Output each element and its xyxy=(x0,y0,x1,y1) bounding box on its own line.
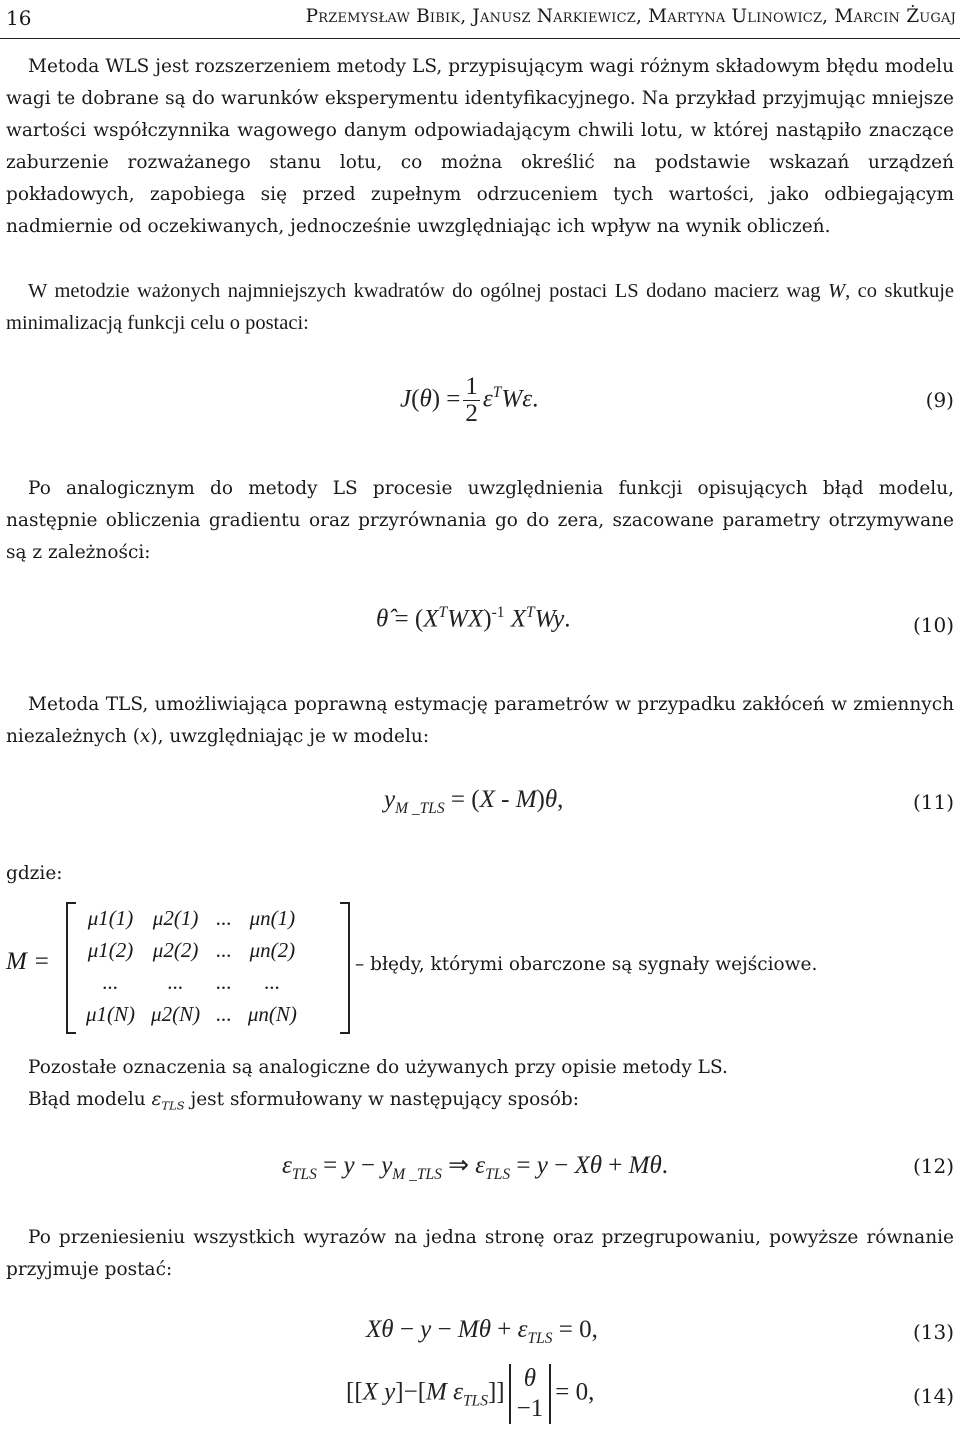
paragraph-wls-weights: W metodzie ważonych najmniejszych kwadratów do ogólnej postaci LS dodano macierz wag W, co skutkuje minimalizacją funkcji celu o postaci: xyxy=(6,280,954,334)
matrix-cell: μn(N) xyxy=(247,1001,297,1026)
equation-number-9: (9) xyxy=(925,388,954,412)
paragraph-rearrange: Po przeniesieniu wszystkich wyrazów na jedna stronę oraz przegrupowaniu, powyższe równanie przyjmuje postać: xyxy=(6,1227,954,1280)
equation-number-11: (11) xyxy=(912,790,954,814)
matrix-cell: μ1(2) xyxy=(87,937,134,962)
equation-13: $X\theta - y - M\theta + \varepsilon_{TLS} = 0$, xyxy=(366,1316,598,1347)
equation-number-12: (12) xyxy=(912,1154,954,1178)
running-header-authors: Przemysław Bibik, Janusz Narkiewicz, Martyna Ulinowicz, Marcin Żugaj xyxy=(305,6,956,27)
equation-number-13: (13) xyxy=(912,1320,954,1344)
gdzie-label: gdzie: xyxy=(6,863,63,884)
matrix-cell: ... xyxy=(216,905,232,930)
matrix-cell: ... xyxy=(167,969,184,994)
paragraph-gradient: Po analogicznym do metody LS procesie uwzględnienia funkcji opisujących błąd modelu, następnie obliczenia gradientu oraz przyrównania go do zera, szacowane parametry otrzymywane są z zależności: xyxy=(6,478,954,563)
matrix-cell: ... xyxy=(102,969,119,994)
equation-number-14: (14) xyxy=(912,1384,954,1408)
matrix-cell: ... xyxy=(216,937,232,962)
matrix-cell: μ2(N) xyxy=(151,1001,201,1026)
matrix-cell: μn(2) xyxy=(249,937,296,962)
matrix-cell: ... xyxy=(264,969,281,994)
equation-number-10: (10) xyxy=(912,613,954,637)
matrix-cell: ... xyxy=(216,1001,232,1026)
equation-14: [[X y]−[M $\varepsilon_{TLS}$]] θ −1 = 0, xyxy=(346,1365,595,1422)
matrix-cell: μn(1) xyxy=(249,905,296,930)
paragraph-wls-intro: Metoda WLS jest rozszerzeniem metody LS, przypisującym wagi różnym składowym błędu modelu wagi te dobrane są do warunków eksperymentu identyfikacyjnego. Na przykład przyjmując mniejsze wartości współczynnika wagowego danym odpowiadającym chwili lotu, w której nastąpiło znaczące zaburzenie rozważanego stanu lotu, co można określić na podstawie wskazań urządzeń pokładowych, zapobiega się przed zupełnym odrzuceniem tych wartości, jako odbiegającym nadmiernie od oczekiwanych, jednocześnie uwzględniając ich wpływ na wynik obliczeń. xyxy=(6,56,954,237)
matrix-body xyxy=(66,902,350,1030)
matrix-cell: μ2(1) xyxy=(152,905,199,930)
page-header xyxy=(0,0,960,39)
paragraph-tls-error: Błąd modelu $\varepsilon_{TLS}$ jest sformułowany w następujący sposób: xyxy=(28,1089,579,1113)
matrix-label: M = xyxy=(6,948,50,975)
page-number: 16 xyxy=(6,6,32,30)
paragraph-notation: Pozostałe oznaczenia są analogiczne do używanych przy opisie metody LS. xyxy=(28,1057,728,1078)
matrix-cell: μ2(2) xyxy=(152,937,199,962)
matrix-table xyxy=(78,902,305,1030)
equation-12: $\varepsilon_{TLS} = y - y_{M \_TLS}$ ⇒ $\varepsilon_{TLS} = y - X\theta + M\theta$. xyxy=(282,1152,668,1183)
matrix-cell: μ1(N) xyxy=(86,1001,136,1026)
equation-9: J(θ) = $\frac{1}{2}$ $\varepsilon^TW\varepsilon$. xyxy=(400,373,539,428)
matrix-cell: ... xyxy=(216,969,232,994)
matrix-m xyxy=(6,896,356,1038)
matrix-cell: μ1(1) xyxy=(87,905,134,930)
equation-10: θ̂ = $(X^TWX)^{-1}$ $X^TWy$. xyxy=(376,604,571,633)
paragraph-tls-intro: Metoda TLS, umożliwiająca poprawną estymację parametrów w przypadku zakłóceń w zmiennych niezależnych (x), uwzględniając je w modelu: xyxy=(6,694,954,747)
equation-11: $y_{M \_TLS} = (X - M)\theta$, xyxy=(384,786,564,817)
matrix-description: – błędy, którymi obarczone są sygnały wejściowe. xyxy=(355,954,818,975)
